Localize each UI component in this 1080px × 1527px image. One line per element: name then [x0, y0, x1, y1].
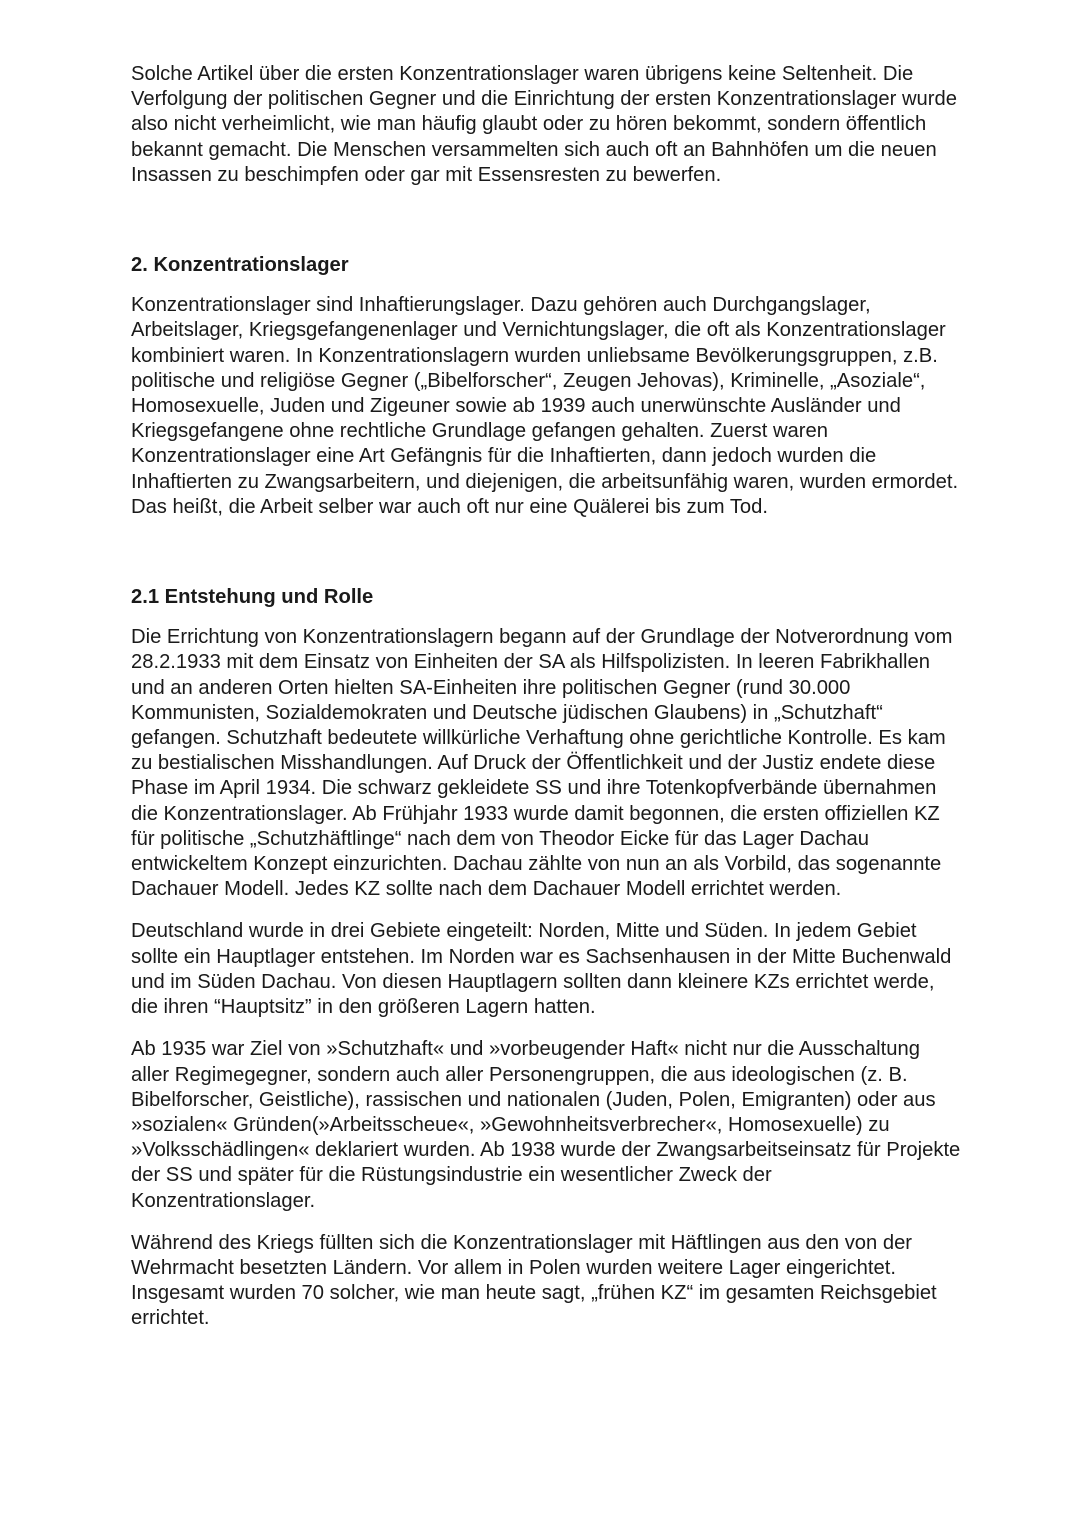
entstehung-paragraph-4: Während des Kriegs füllten sich die Konzentrationslager mit Häftlingen aus den von der Wehrmacht besetzten Ländern. Vor allem in Polen wurden weitere Lager eingerichtet. Insgesamt wurden 70 solcher, wie man heute sagt, „frühen KZ“ im gesamten Reichsgebiet errichtet.	[131, 1231, 937, 1330]
entstehung-paragraph-1: Die Errichtung von Konzentrationslagern begann auf der Grundlage der Notverordnung vom 28.2.1933 mit dem Einsatz von Einheiten der SA als Hilfspolizisten. In leeren Fabrikhallen und an anderen Orten hielten SA-Einheiten ihre politischen Gegner (rund 30.000 Kommunisten, Sozialdemokraten und Deutsche jüdischen Glaubens) in „Schutzhaft“ gefangen. Schutzhaft bedeutete willkürliche Verhaftung ohne gerichtliche Kontrolle. Es kam zu bestialischen Misshandlungen. Auf Druck der Öffentlichkeit und der Justiz endete diese Phase im April 1934. Die schwarz gekleidete SS und ihre Totenkopfverbände übernahmen die Konzentrationslager. Ab Frühjahr 1933 wurde damit begonnen, die ersten offiziellen KZ für politische „Schutzhäftlinge“ nach dem von Theodor Eicke für das Lager Dachau entwickeltem Konzept einzurichten. Dachau zählte von nun an als Vorbild, das sogenannte Dachauer Modell. Jedes KZ sollte nach dem Dachauer Modell errichtet werden.	[131, 626, 953, 901]
section-heading-entstehung-und-rolle: 2.1 Entstehung und Rolle	[131, 586, 374, 609]
intro-paragraph: Solche Artikel über die ersten Konzentrationslager waren übrigens keine Seltenheit. Die Verfolgung der politischen Gegner und die Einrichtung der ersten Konzentrationslager wurde also nicht verheimlicht, wie man häufig glaubt oder zu hören bekommt, sondern öffentlich bekannt gemacht. Die Menschen versammelten sich auch oft an Bahnhöfen um die neuen Insassen zu beschimpfen oder gar mit Essensresten zu bewerfen.	[131, 63, 957, 186]
entstehung-paragraph-2: Deutschland wurde in drei Gebiete eingeteilt: Norden, Mitte und Süden. In jedem Gebiet sollte ein Hauptlager entstehen. Im Norden war es Sachsenhausen in der Mitte Buchenwald und im Süden Dachau. Von diesen Hauptlagern sollten dann kleinere KZs errichtet werde, die ihren “Hauptsitz” in den größeren Lagern hatten.	[131, 920, 952, 1019]
entstehung-paragraph-3: Ab 1935 war Ziel von »Schutzhaft« und »vorbeugender Haft« nicht nur die Ausschaltung aller Regimegegner, sondern auch aller Personengruppen, die aus ideologischen (z. B. Bibelforscher, Geistliche), rassischen und nationalen (Juden, Polen, Emigranten) oder aus »sozialen« Gründen(»Arbeitsscheue«, »Gewohnheitsverbrecher«, Homosexuelle) zu »Volksschädlingen« deklariert wurden. Ab 1938 wurde der Zwangsarbeitseinsatz für Projekte der SS und später für die Rüstungsindustrie ein wesentlicher Zweck der Konzentrationslager.	[131, 1038, 961, 1212]
document-page	[131, 62, 961, 1332]
section-paragraph-konzentrationslager: Konzentrationslager sind Inhaftierungslager. Dazu gehören auch Durchgangslager, Arbeitslager, Kriegsgefangenenlager und Vernichtungslager, die oft als Konzentrationslager kombiniert waren. In Konzentrationslagern wurden unliebsame Bevölkerungsgruppen, z.B. politische und religiöse Gegner („Bibelforscher“, Zeugen Jehovas), Kriminelle, „Asoziale“, Homosexuelle, Juden und Zigeuner sowie ab 1939 auch unerwünschte Ausländer und Kriegsgefangene ohne rechtliche Grundlage gefangen gehalten. Zuerst waren Konzentrationslager eine Art Gefängnis für die Inhaftierten, dann jedoch wurden die Inhaftierten zu Zwangsarbeitern, und diejenigen, die arbeitsunfähig waren, wurden ermordet. Das heißt, die Arbeit selber war auch oft nur eine Quälerei bis zum Tod.	[131, 294, 959, 518]
section-heading-konzentrationslager: 2. Konzentrationslager	[131, 254, 349, 277]
